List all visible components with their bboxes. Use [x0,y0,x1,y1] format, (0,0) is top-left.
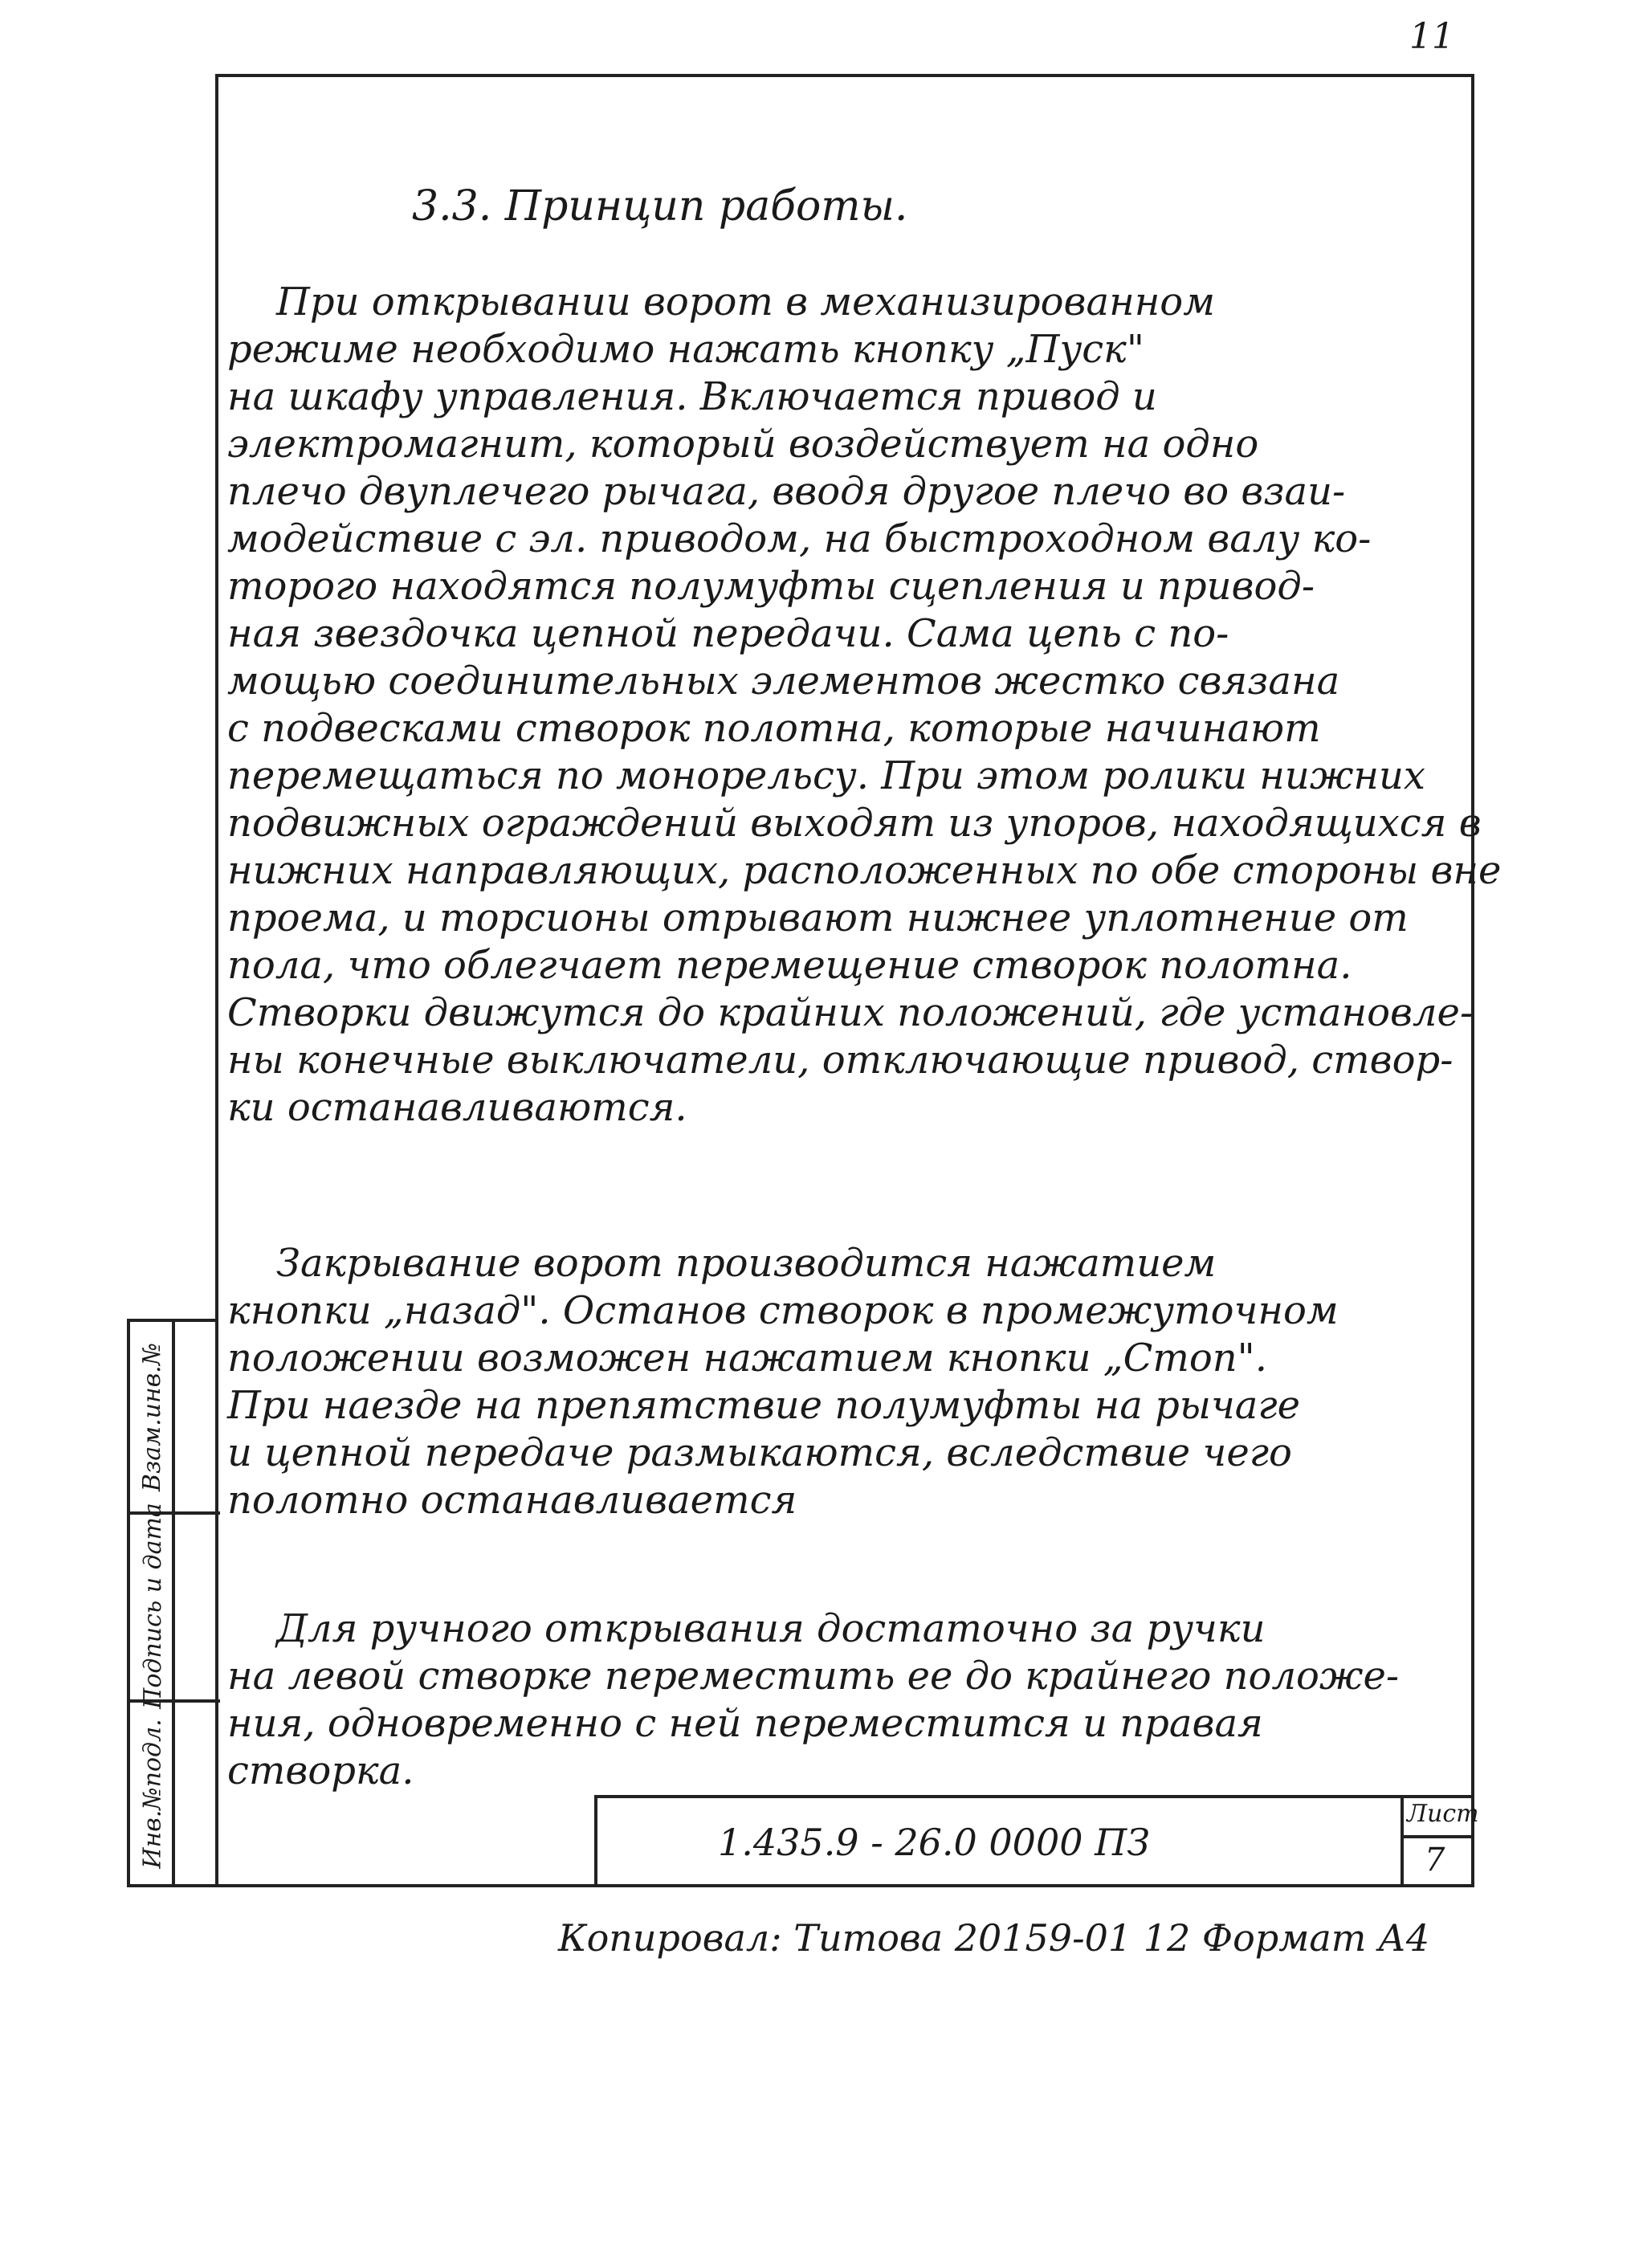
section-title: 3.3. Принцип работы. [412,182,908,230]
sheet-cell [1400,1798,1479,1887]
paragraph-closing: Закрывание ворот производится нажатием кнопки „назад". Останов створок в промежуточном положении возможен нажатием кнопки „Стоп". При наезде на препятствие полумуфты на рычаге и цепной передаче размыкаются, вследствие чего полотно останавливается [227,1241,1339,1523]
side-stamp-replacement-label: Взам.инв.№ [138,1342,167,1491]
side-stamp-inventory-label: Инв.№подл. [138,1718,167,1869]
title-block [594,1795,1479,1887]
paragraph-manual-opening: Для ручного открывания достаточно за ручки на левой створке переместить ее до крайнего положе- ния, одновременно с ней переместится и правая створка. [227,1606,1400,1793]
sheet-cell-divider [1404,1835,1474,1838]
copy-note: Копировал: Титова 20159-01 12 Формат А4 [558,1916,1430,1960]
sheet-label: Лист [1407,1800,1479,1828]
side-stamp-signature-label: Подпись и дата [138,1502,167,1709]
document-code: 1.435.9 - 26.0 0000 ПЗ [718,1821,1150,1864]
side-stamp [127,1319,217,1887]
paragraph-opening: При открывании ворот в механизированном режиме необходимо нажать кнопку „Пуск" на шкафу управления. Включается привод и электромагнит, который воздействует на одно плечо двуплечего рычага, вводя другое плечо во взаи- модействие с эл. приводом, на быстроходном валу ко- торого находятся полумуфты сцепления и привод- ная звездочка цепной передачи. Сама цепь с по- мощью соединительных элементов жестко связана с подвесками створок полотна, которые начинают перемещаться по монорельсу. При этом ролики нижних подвижных ограждений выходят из упоров, находящихся в нижних направляющих, расположенных по обе стороны вне проема, и торсионы отрывают нижнее уплотнение от пола, что облегчает перемещение створок полотна. Створки движутся до крайних положений, где установле- ны конечные выключатели, отключающие привод, створ- ки останавливаются. [227,279,1502,1130]
page-number: 11 [1409,16,1454,57]
sheet-value: 7 [1425,1842,1445,1878]
